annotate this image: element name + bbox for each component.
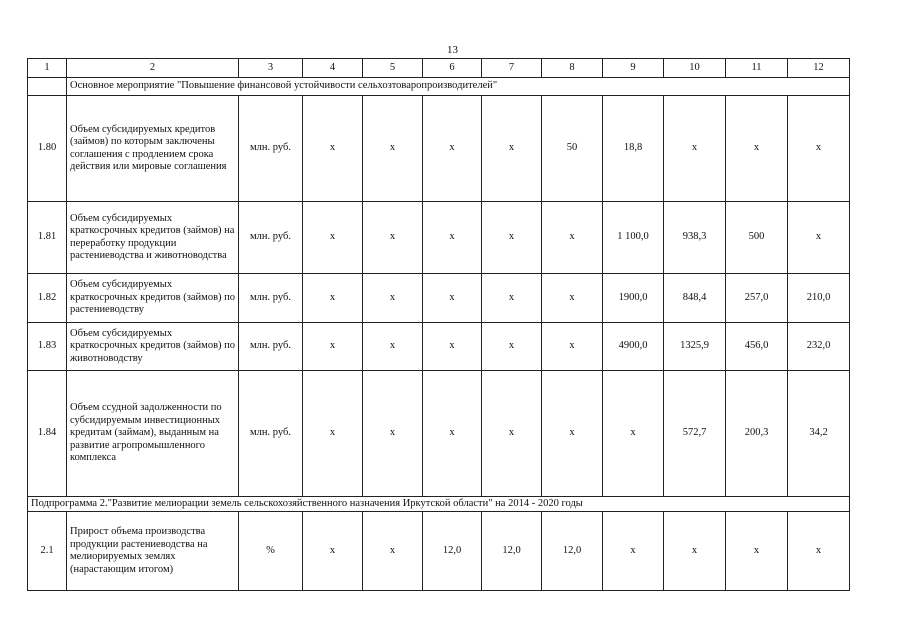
value-cell: 12,0 — [423, 512, 482, 591]
column-header: 8 — [542, 59, 603, 78]
table-row — [28, 96, 850, 202]
value-cell: x — [542, 323, 603, 371]
value-cell: 18,8 — [603, 96, 664, 202]
indicator-name: Объем субсидируемых краткосрочных кредитов (займов) по растениеводству — [67, 274, 239, 323]
value-cell: x — [423, 96, 482, 202]
value-cell: x — [482, 202, 542, 274]
column-header: 7 — [482, 59, 542, 78]
column-header: 4 — [303, 59, 363, 78]
row-number: 1.80 — [28, 96, 67, 202]
value-cell: x — [423, 323, 482, 371]
row-number: 1.84 — [28, 371, 67, 497]
value-cell: 1 100,0 — [603, 202, 664, 274]
row-number: 1.83 — [28, 323, 67, 371]
column-header-row — [28, 59, 850, 78]
column-header: 9 — [603, 59, 664, 78]
column-header: 5 — [363, 59, 423, 78]
value-cell: 456,0 — [726, 323, 788, 371]
column-header: 10 — [664, 59, 726, 78]
value-cell: 12,0 — [482, 512, 542, 591]
value-cell: 210,0 — [788, 274, 850, 323]
value-cell: x — [423, 274, 482, 323]
value-cell: x — [363, 371, 423, 497]
section-title: Основное мероприятие "Повышение финансовой устойчивости сельхозтоваропроизводителей" — [67, 78, 850, 96]
value-cell: x — [482, 371, 542, 497]
value-cell: x — [788, 512, 850, 591]
column-header: 12 — [788, 59, 850, 78]
value-cell: x — [788, 96, 850, 202]
unit-cell: млн. руб. — [239, 371, 303, 497]
page-number: 13 — [447, 44, 458, 56]
value-cell: x — [363, 274, 423, 323]
unit-cell: млн. руб. — [239, 202, 303, 274]
value-cell: 572,7 — [664, 371, 726, 497]
column-header: 11 — [726, 59, 788, 78]
value-cell: x — [664, 512, 726, 591]
value-cell: x — [423, 202, 482, 274]
value-cell: x — [664, 96, 726, 202]
row-number: 2.1 — [28, 512, 67, 591]
value-cell: 500 — [726, 202, 788, 274]
value-cell: 12,0 — [542, 512, 603, 591]
value-cell: 848,4 — [664, 274, 726, 323]
unit-cell: млн. руб. — [239, 96, 303, 202]
indicator-name: Объем субсидируемых краткосрочных кредитов (займов) по животноводству — [67, 323, 239, 371]
indicator-name: Прирост объема производства продукции растениеводства на мелиорируемых землях (нарастающим итогом) — [67, 512, 239, 591]
subprogram-row — [28, 497, 850, 512]
value-cell: x — [482, 96, 542, 202]
value-cell: x — [363, 512, 423, 591]
value-cell: 938,3 — [664, 202, 726, 274]
value-cell: 1900,0 — [603, 274, 664, 323]
value-cell: x — [423, 371, 482, 497]
value-cell: x — [303, 274, 363, 323]
subprogram-title: Подпрограмма 2."Развитие мелиорации земель сельскохозяйственного назначения Иркутской области" на 2014 - 2020 годы — [28, 497, 850, 512]
value-cell: x — [542, 274, 603, 323]
value-cell: x — [482, 274, 542, 323]
value-cell: x — [363, 96, 423, 202]
section-row — [28, 78, 850, 96]
value-cell: x — [482, 323, 542, 371]
value-cell: x — [788, 202, 850, 274]
row-number: 1.82 — [28, 274, 67, 323]
value-cell: x — [603, 512, 664, 591]
unit-cell: млн. руб. — [239, 323, 303, 371]
column-header: 2 — [67, 59, 239, 78]
indicator-name: Объем ссудной задолженности по субсидируемым инвестиционных кредитам (займам), выданным на развитие агропромышленного комплекса — [67, 371, 239, 497]
table-row — [28, 512, 850, 591]
row-number: 1.81 — [28, 202, 67, 274]
indicators-table — [27, 58, 850, 591]
column-header: 3 — [239, 59, 303, 78]
unit-cell: млн. руб. — [239, 274, 303, 323]
value-cell: x — [303, 323, 363, 371]
indicator-name: Объем субсидируемых краткосрочных кредитов (займов) на переработку продукции растениеводства и животноводства — [67, 202, 239, 274]
value-cell: x — [303, 202, 363, 274]
value-cell: 257,0 — [726, 274, 788, 323]
value-cell: 1325,9 — [664, 323, 726, 371]
table-row — [28, 371, 850, 497]
column-header: 6 — [423, 59, 482, 78]
table-row — [28, 202, 850, 274]
table-row — [28, 323, 850, 371]
value-cell: x — [303, 96, 363, 202]
indicator-name: Объем субсидируемых кредитов (займов) по которым заключены соглашения с продлением срока действия или мировые соглашения — [67, 96, 239, 202]
value-cell: x — [303, 512, 363, 591]
value-cell: 200,3 — [726, 371, 788, 497]
value-cell: x — [303, 371, 363, 497]
unit-cell: % — [239, 512, 303, 591]
value-cell: x — [603, 371, 664, 497]
value-cell: x — [726, 96, 788, 202]
value-cell: x — [542, 371, 603, 497]
table-row — [28, 274, 850, 323]
value-cell: 4900,0 — [603, 323, 664, 371]
value-cell: 50 — [542, 96, 603, 202]
value-cell: 34,2 — [788, 371, 850, 497]
value-cell: x — [363, 323, 423, 371]
value-cell: 232,0 — [788, 323, 850, 371]
column-header: 1 — [28, 59, 67, 78]
value-cell: x — [542, 202, 603, 274]
value-cell: x — [726, 512, 788, 591]
value-cell: x — [363, 202, 423, 274]
